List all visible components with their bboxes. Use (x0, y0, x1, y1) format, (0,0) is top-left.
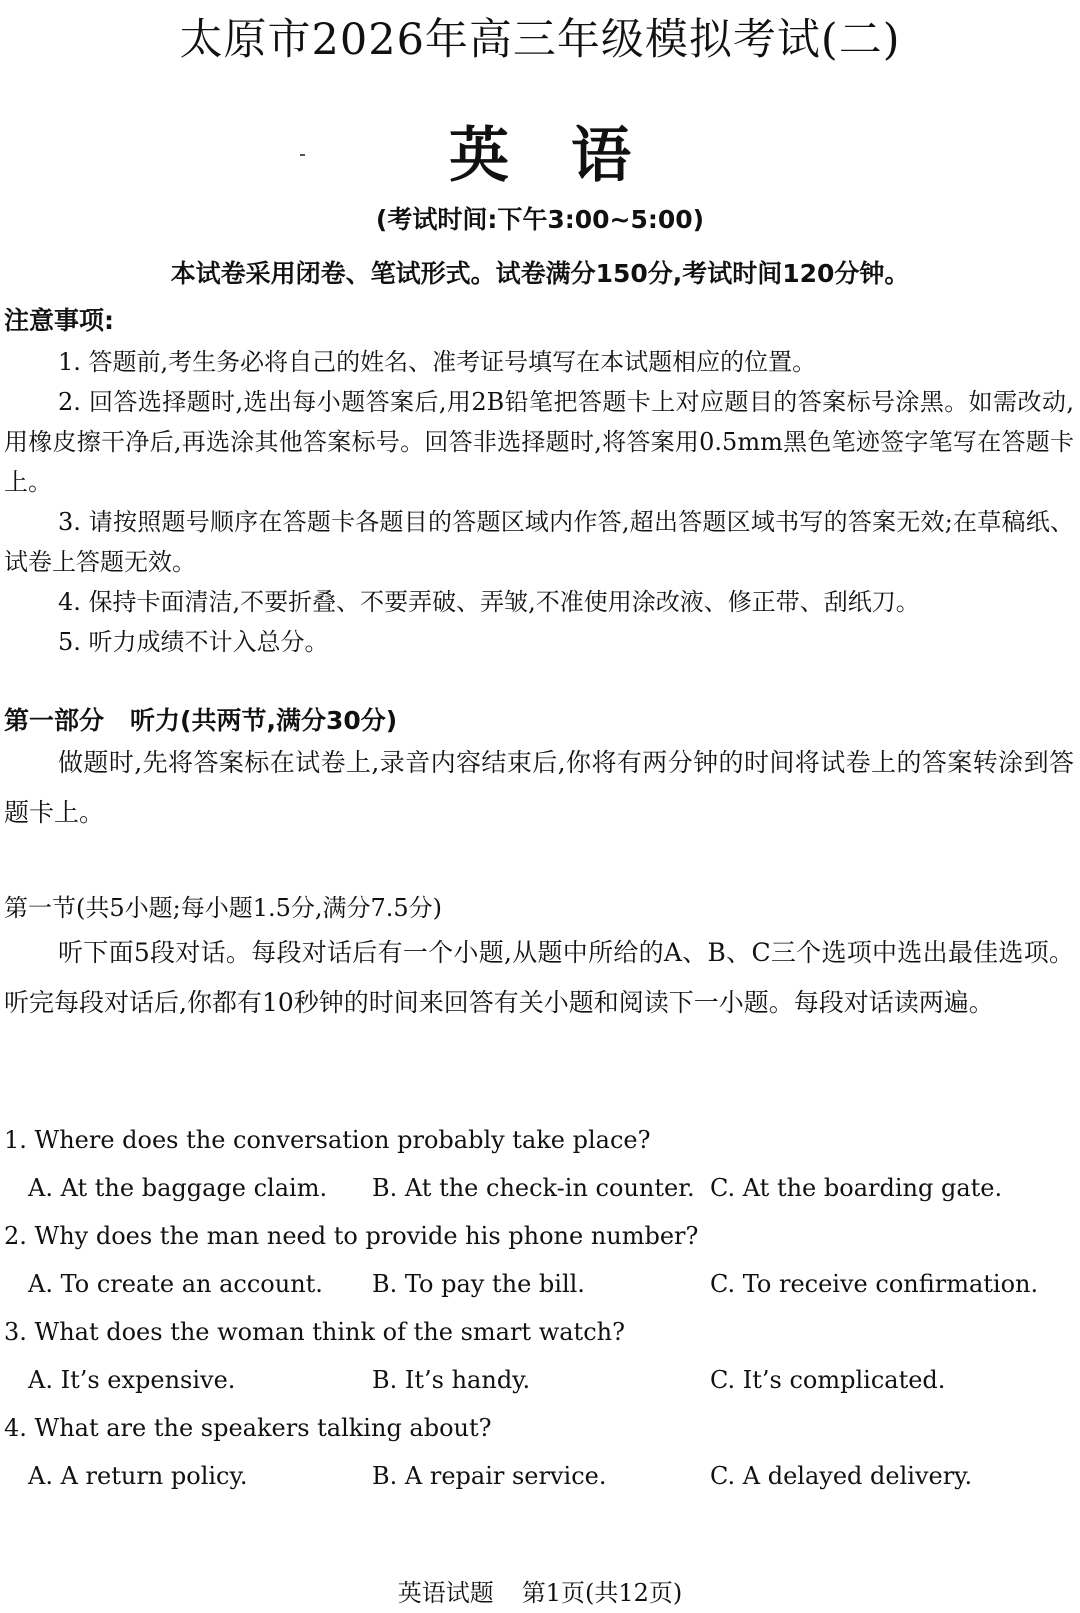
option-b: B. To pay the bill. (372, 1270, 585, 1298)
notice-item: 5. 听力成绩不计入总分。 (58, 628, 329, 656)
notice-item: 3. 请按照题号顺序在答题卡各题目的答题区域内作答,超出答题区域书写的答案无效;在草稿纸、试卷上答题无效。 (4, 508, 1074, 576)
notice-item: 1. 答题前,考生务必将自己的姓名、准考证号填写在本试题相应的位置。 (58, 348, 817, 376)
option-b: B. A repair service. (372, 1462, 607, 1490)
section1-heading: 第一节(共5小题;每小题1.5分,满分7.5分) (4, 894, 443, 922)
exam-format-note: 本试卷采用闭卷、笔试形式。试卷满分150分,考试时间120分钟。 (170, 259, 910, 288)
notice-heading: 注意事项: (4, 306, 114, 335)
question-item (4, 1410, 1074, 1506)
notice-item: 4. 保持卡面清洁,不要折叠、不要弄破、弄皱,不准使用涂改液、修正带、刮纸刀。 (58, 588, 920, 616)
question-stem: 3. What does the woman think of the smart watch? (4, 1318, 625, 1346)
question-item (4, 1218, 1074, 1314)
option-a: A. To create an account. (28, 1270, 323, 1298)
footer-page-info: 第1页(共12页) (521, 1579, 683, 1607)
subject-title: 英语 (449, 121, 693, 191)
option-c: C. A delayed delivery. (710, 1462, 973, 1490)
part1-label: 第一部分 (4, 706, 105, 735)
question-list (4, 1122, 1074, 1506)
question-item (4, 1314, 1074, 1410)
option-c: C. To receive confirmation. (710, 1270, 1039, 1298)
section1-intro (4, 928, 1074, 1028)
section1-intro-text: 听下面5段对话。每段对话后有一个小题,从题中所给的A、B、C三个选项中选出最佳选项。听完每段对话后,你都有10秒钟的时间来回答有关小题和阅读下一小题。每段对话读两遍。 (4, 938, 1074, 1017)
part1-intro (4, 738, 1074, 838)
exam-time: (考试时间:下午3:00~5:00) (375, 205, 705, 234)
question-item (4, 1122, 1074, 1218)
option-c: C. At the boarding gate. (710, 1174, 1003, 1202)
part1-heading (4, 701, 397, 737)
notice-item: 2. 回答选择题时,选出每小题答案后,用2B铅笔把答题卡上对应题目的答案标号涂黑。如需改动,用橡皮擦干净后,再选涂其他答案标号。回答非选择题时,将答案用0.5mm黑色笔迹签字笔写在答题卡上。 (4, 388, 1074, 496)
notice-list (4, 342, 1074, 662)
footer-subject: 英语试题 (397, 1579, 494, 1607)
part1-intro-text: 做题时,先将答案标在试卷上,录音内容结束后,你将有两分钟的时间将试卷上的答案转涂到答题卡上。 (4, 748, 1074, 827)
option-c: C. It’s complicated. (710, 1366, 946, 1394)
option-b: B. At the check-in counter. (372, 1174, 695, 1202)
option-b: B. It’s handy. (372, 1366, 531, 1394)
exam-title: 太原市2026年高三年级模拟考试(二) (179, 15, 901, 65)
option-a: A. A return policy. (28, 1462, 248, 1490)
part1-title: 听力(共两节,满分30分) (130, 706, 398, 735)
question-stem: 4. What are the speakers talking about? (4, 1414, 492, 1442)
option-a: A. It’s expensive. (28, 1366, 236, 1394)
question-stem: 1. Where does the conversation probably take place? (4, 1126, 651, 1154)
question-stem: 2. Why does the man need to provide his phone number? (4, 1222, 699, 1250)
option-a: A. At the baggage claim. (28, 1174, 328, 1202)
page-footer (0, 1573, 1080, 1608)
